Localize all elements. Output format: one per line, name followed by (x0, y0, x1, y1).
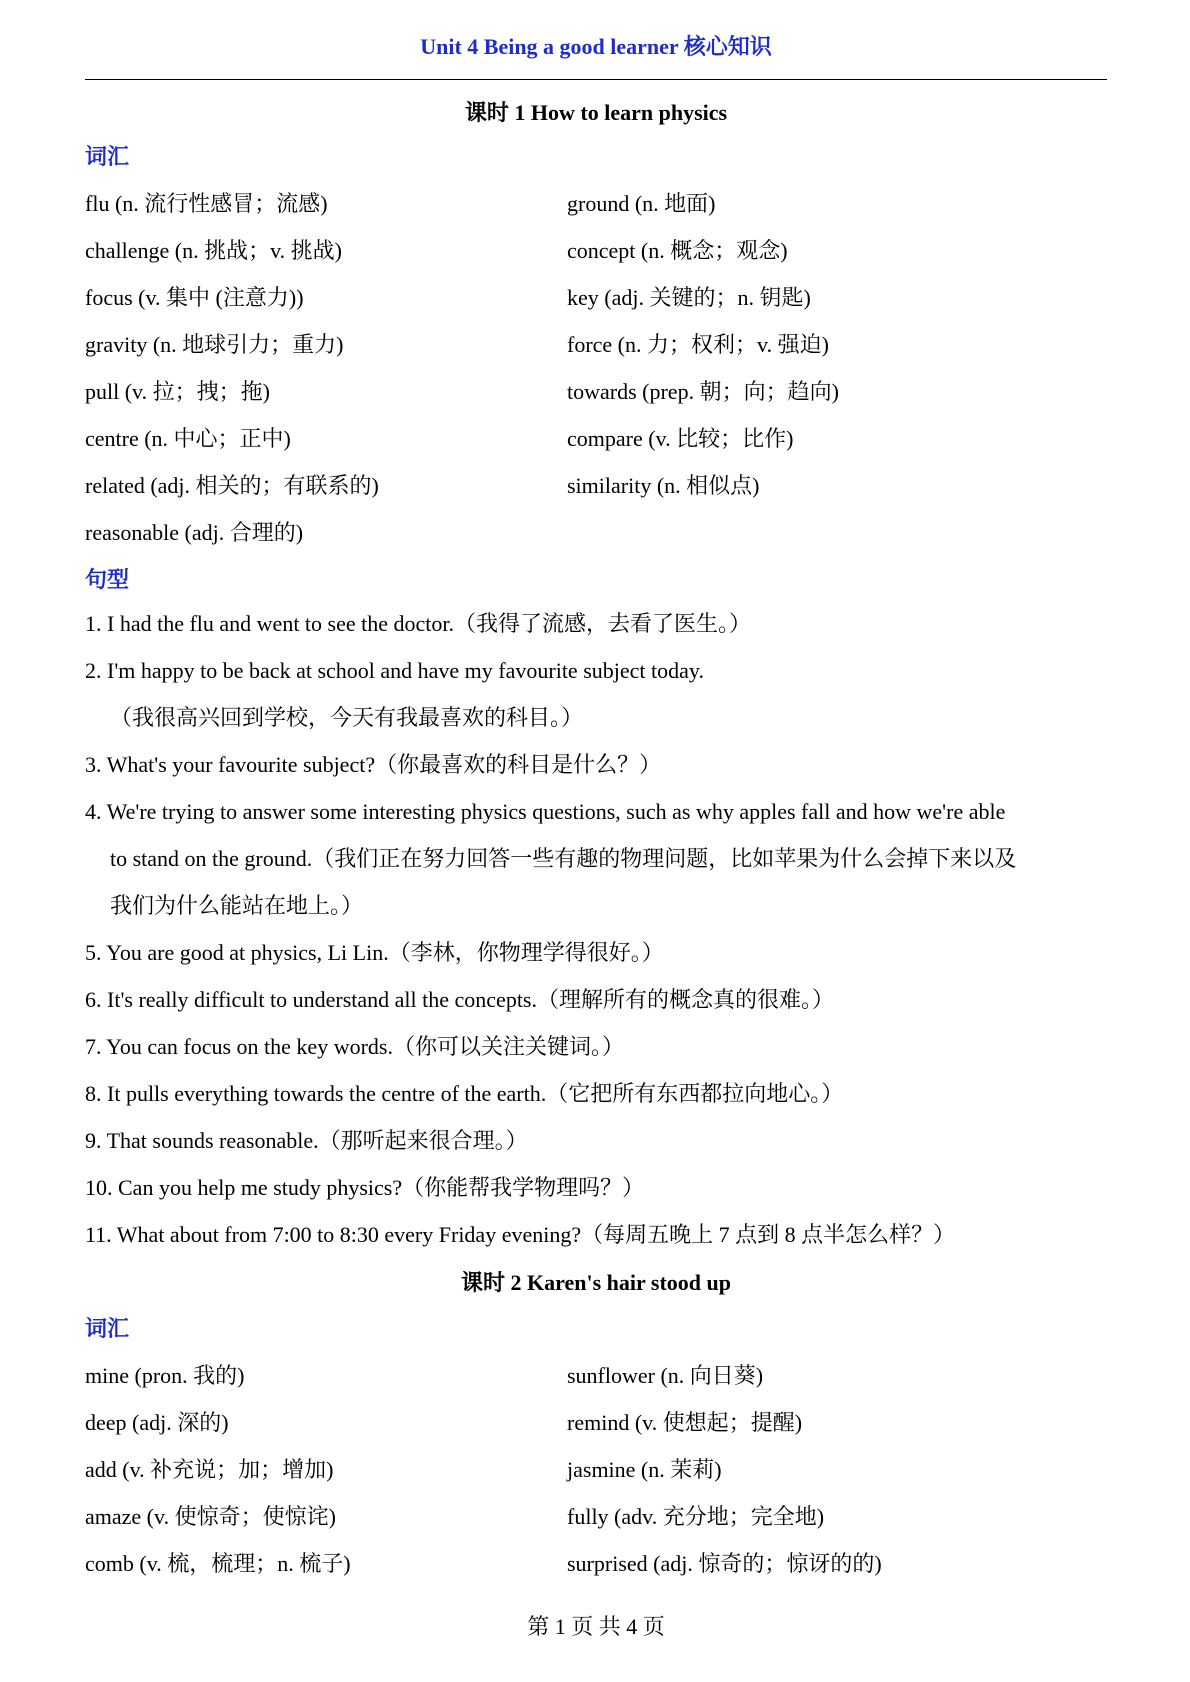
vocab-item: centre (n. 中心；正中) (85, 426, 291, 451)
vocab-item: reasonable (adj. 合理的) (85, 520, 304, 545)
vocab-item: gravity (n. 地球引力；重力) (85, 332, 344, 357)
sentence-line: 1. I had the flu and went to see the doctor.（我得了流感，去看了医生。） (85, 611, 752, 636)
vocab-item: similarity (n. 相似点) (567, 473, 760, 498)
vocab-item: remind (v. 使想起；提醒) (567, 1410, 803, 1435)
vocab-item: add (v. 补充说；加；增加) (85, 1457, 334, 1482)
vocab-item: jasmine (n. 茉莉) (567, 1457, 722, 1482)
vocab-item: pull (v. 拉；拽；拖) (85, 379, 270, 404)
document-title: Unit 4 Being a good learner 核心知识 (420, 34, 772, 59)
sentence-line: 10. Can you help me study physics?（你能帮我学物理吗？） (85, 1175, 645, 1200)
vocab-item: concept (n. 概念；观念) (567, 238, 788, 263)
sentence-line: 8. It pulls everything towards the centre of the earth.（它把所有东西都拉向地心。） (85, 1081, 844, 1106)
sentence-line: 5. You are good at physics, Li Lin.（李林，你物理学得很好。） (85, 940, 664, 965)
header-divider (85, 79, 1107, 80)
vocab-item: comb (v. 梳，梳理；n. 梳子) (85, 1551, 351, 1576)
vocab-item: sunflower (n. 向日葵) (567, 1363, 764, 1388)
vocab-item: key (adj. 关键的；n. 钥匙) (567, 285, 811, 310)
sentence-line: 11. What about from 7:00 to 8:30 every Friday evening?（每周五晚上 7 点到 8 点半怎么样？） (85, 1222, 956, 1247)
sentence-line: 6. It's really difficult to understand all the concepts.（理解所有的概念真的很难。） (85, 987, 834, 1012)
sentence-line: 9. That sounds reasonable.（那听起来很合理。） (85, 1128, 528, 1153)
vocab-item: challenge (n. 挑战；v. 挑战) (85, 238, 343, 263)
lesson-2-vocab-heading: 词汇 (85, 1316, 130, 1341)
sentence-line: 2. I'm happy to be back at school and have my favourite subject today. (85, 658, 704, 683)
vocab-item: focus (v. 集中 (注意力)) (85, 285, 304, 310)
sentence-line: to stand on the ground.（我们正在努力回答一些有趣的物理问题，比如苹果为什么会掉下来以及 (110, 846, 1017, 871)
sentence-line: （我很高兴回到学校，今天有我最喜欢的科目。） (110, 705, 584, 730)
vocab-item: compare (v. 比较；比作) (567, 426, 794, 451)
lesson-1-vocab-heading: 词汇 (85, 144, 130, 169)
vocab-item: related (adj. 相关的；有联系的) (85, 473, 379, 498)
vocab-item: deep (adj. 深的) (85, 1410, 229, 1435)
vocab-item: surprised (adj. 惊奇的；惊讶的的) (567, 1551, 882, 1576)
vocab-item: towards (prep. 朝；向；趋向) (567, 379, 839, 404)
sentence-line: 3. What's your favourite subject?（你最喜欢的科目是什么？） (85, 752, 662, 777)
vocab-item: fully (adv. 充分地；完全地) (567, 1504, 825, 1529)
lesson-2-title: 课时 2 Karen's hair stood up (461, 1270, 731, 1295)
vocab-item: amaze (v. 使惊奇；使惊诧) (85, 1504, 336, 1529)
vocab-item: flu (n. 流行性感冒；流感) (85, 191, 328, 216)
sentence-line: 7. You can focus on the key words.（你可以关注关键词。） (85, 1034, 624, 1059)
page-number-footer: 第 1 页 共 4 页 (527, 1614, 665, 1639)
lesson-1-sentence-heading: 句型 (85, 567, 130, 592)
sentence-line: 4. We're trying to answer some interesting physics questions, such as why apples fall and how we're able (85, 799, 1006, 824)
sentence-line: 我们为什么能站在地上。） (110, 893, 364, 918)
vocab-item: force (n. 力；权利；v. 强迫) (567, 332, 829, 357)
vocab-item: ground (n. 地面) (567, 191, 716, 216)
vocab-item: mine (pron. 我的) (85, 1363, 245, 1388)
lesson-1-title: 课时 1 How to learn physics (464, 100, 728, 125)
